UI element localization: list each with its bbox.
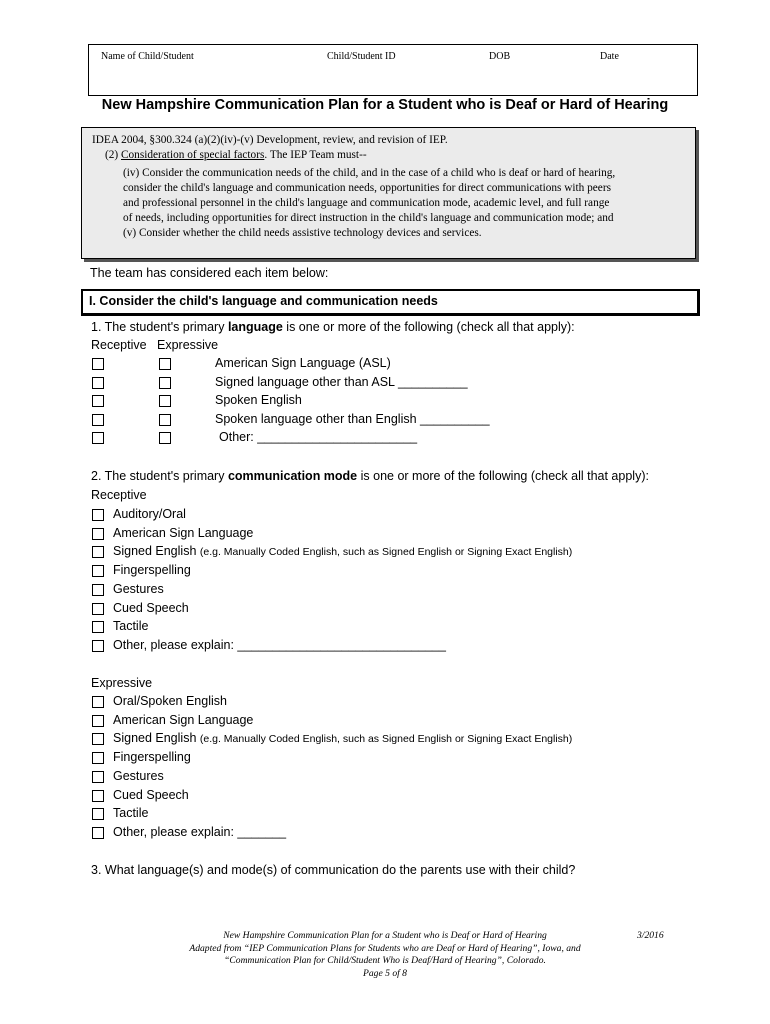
q2-expressive-checkbox[interactable]: [92, 808, 104, 820]
q2-expressive-option-label: Cued Speech: [113, 787, 189, 802]
page-title: New Hampshire Communication Plan for a Student who is Deaf or Hard of Hearing: [101, 97, 669, 113]
q2-expressive-option-label: Signed English: [113, 731, 200, 746]
q2-receptive-checkbox[interactable]: [92, 528, 104, 540]
idea-line-3: (iv) Consider the communication needs of the child, and in the case of a child who is deaf or hard of hearing,: [123, 167, 616, 179]
idea-line-1: IDEA 2004, §300.324 (a)(2)(iv)-(v) Development, review, and revision of IEP.: [92, 134, 448, 146]
q1-receptive-label: Receptive: [91, 338, 147, 352]
q1-expressive-checkbox[interactable]: [159, 377, 171, 389]
q2-receptive-checkbox[interactable]: [92, 509, 104, 521]
question-2: 2. The student's primary communication mode is one or more of the following (check all that apply):: [91, 469, 649, 483]
q1-expressive-checkbox[interactable]: [159, 414, 171, 426]
q2-receptive-checkbox[interactable]: [92, 565, 104, 577]
q1-option-label: Signed language other than ASL __________: [215, 374, 468, 389]
q2-receptive-option-label: Fingerspelling: [113, 563, 191, 578]
student-info-box: [88, 44, 698, 96]
q2-expressive-label: Expressive: [91, 676, 153, 690]
q1-option-label: Spoken English: [215, 393, 302, 407]
footer-line-1: New Hampshire Communication Plan for a Student who is Deaf or Hard of Hearing: [223, 930, 547, 941]
q2-expressive-option: [113, 750, 191, 764]
q2-expressive-option-label: Fingerspelling: [113, 750, 191, 765]
q2-receptive-option-label: Cued Speech: [113, 600, 189, 615]
q2-receptive-checkbox[interactable]: [92, 621, 104, 633]
q2-receptive-option: [113, 638, 446, 652]
q1-expressive-checkbox[interactable]: [159, 432, 171, 444]
q2-receptive-checkbox[interactable]: [92, 640, 104, 652]
name-label: Name of Child/Student: [101, 51, 194, 62]
q2-expressive-option: [113, 825, 286, 839]
footer-line-2: Adapted from “IEP Communication Plans for Students who are Deaf or Hard of Hearing”, Iowa, and: [189, 942, 581, 954]
q2-expressive-option: [113, 713, 253, 727]
q2-expressive-option-label: Gestures: [113, 768, 164, 783]
q2-expressive-checkbox[interactable]: [92, 827, 104, 839]
q2-receptive-label: Receptive: [91, 488, 147, 502]
q2-receptive-option-label: Signed English: [113, 544, 200, 559]
q2-receptive-option: [113, 563, 191, 577]
student-id-label: Child/Student ID: [327, 51, 396, 62]
q2-expressive-option: [113, 731, 572, 745]
question-1: 1. The student's primary language is one or more of the following (check all that apply):: [91, 320, 575, 334]
q2-receptive-option-label: Auditory/Oral: [113, 507, 186, 521]
team-considered-text: The team has considered each item below:: [90, 266, 329, 280]
q2-receptive-option-label: Tactile: [113, 619, 149, 634]
q2-expressive-option-note: (e.g. Manually Coded English, such as Signed English or Signing Exact English): [199, 733, 573, 746]
q1-expressive-label: Expressive: [157, 338, 219, 352]
q2-expressive-checkbox[interactable]: [92, 715, 104, 727]
q2-receptive-option-label: American Sign Language: [113, 525, 254, 540]
q2-receptive-option-label: Gestures: [113, 581, 164, 596]
q2-expressive-option-label: American Sign Language: [113, 712, 254, 727]
q2-receptive-option-note: (e.g. Manually Coded English, such as Signed English or Signing Exact English): [199, 546, 573, 559]
idea-line-6: of needs, including opportunities for direct instruction in the child's language and communication mode; and: [123, 212, 614, 224]
q2-expressive-checkbox[interactable]: [92, 790, 104, 802]
footer-page-number: Page 5 of 8: [363, 967, 407, 979]
q2-expressive-checkbox[interactable]: [92, 771, 104, 783]
question-3: 3. What language(s) and mode(s) of communication do the parents use with their child?: [91, 863, 576, 877]
idea-citation-box: [81, 127, 696, 259]
date-label: Date: [600, 51, 619, 62]
q2-receptive-option: [113, 507, 186, 521]
q1-receptive-checkbox[interactable]: [92, 414, 104, 426]
q2-receptive-checkbox[interactable]: [92, 584, 104, 596]
q2-receptive-option: [113, 526, 253, 540]
q2-expressive-checkbox[interactable]: [92, 733, 104, 745]
idea-line-4: consider the child's language and communication needs, opportunities for direct communications with peers: [123, 182, 611, 194]
q2-receptive-checkbox[interactable]: [92, 546, 104, 558]
section-1-title: I. Consider the child's language and communication needs: [89, 294, 438, 308]
q1-receptive-checkbox[interactable]: [92, 377, 104, 389]
q1-receptive-checkbox[interactable]: [92, 395, 104, 407]
q1-receptive-checkbox[interactable]: [92, 358, 104, 370]
q2-receptive-option: [113, 601, 189, 615]
q1-option-label: Other: _______________________: [219, 430, 418, 444]
q2-expressive-checkbox[interactable]: [92, 696, 104, 708]
idea-line-7: (v) Consider whether the child needs assistive technology devices and services.: [123, 227, 482, 239]
q1-option-label: American Sign Language (ASL): [215, 356, 391, 370]
q2-receptive-checkbox[interactable]: [92, 603, 104, 615]
q2-expressive-option-label: Oral/Spoken English: [113, 694, 227, 708]
q1-option-label: Spoken language other than English __________: [215, 411, 490, 426]
q2-receptive-option: [113, 582, 164, 596]
q2-expressive-option: [113, 769, 164, 783]
q1-expressive-checkbox[interactable]: [159, 395, 171, 407]
q2-expressive-option: [113, 694, 227, 708]
idea-line-2: (2) Consideration of special factors. The IEP Team must--: [105, 149, 367, 161]
footer-date: 3/2016: [637, 930, 664, 941]
q1-expressive-checkbox[interactable]: [159, 358, 171, 370]
q2-expressive-option-label: Other, please explain: _______: [113, 824, 287, 839]
q2-receptive-option: [113, 619, 148, 633]
q2-expressive-option: [113, 806, 148, 820]
section-1-header: [81, 289, 700, 316]
dob-label: DOB: [489, 51, 511, 62]
q2-expressive-option: [113, 788, 189, 802]
footer-line-3: “Communication Plan for Child/Student Who is Deaf/Hard of Hearing”, Colorado.: [224, 955, 546, 966]
idea-line-5: and professional personnel in the child's language and communication mode, academic level, and full range: [123, 197, 610, 209]
q1-receptive-checkbox[interactable]: [92, 432, 104, 444]
q2-receptive-option: [113, 544, 572, 558]
q2-expressive-checkbox[interactable]: [92, 752, 104, 764]
q2-expressive-option-label: Tactile: [113, 806, 149, 821]
q2-receptive-option-label: Other, please explain: ______________________________: [113, 637, 446, 652]
